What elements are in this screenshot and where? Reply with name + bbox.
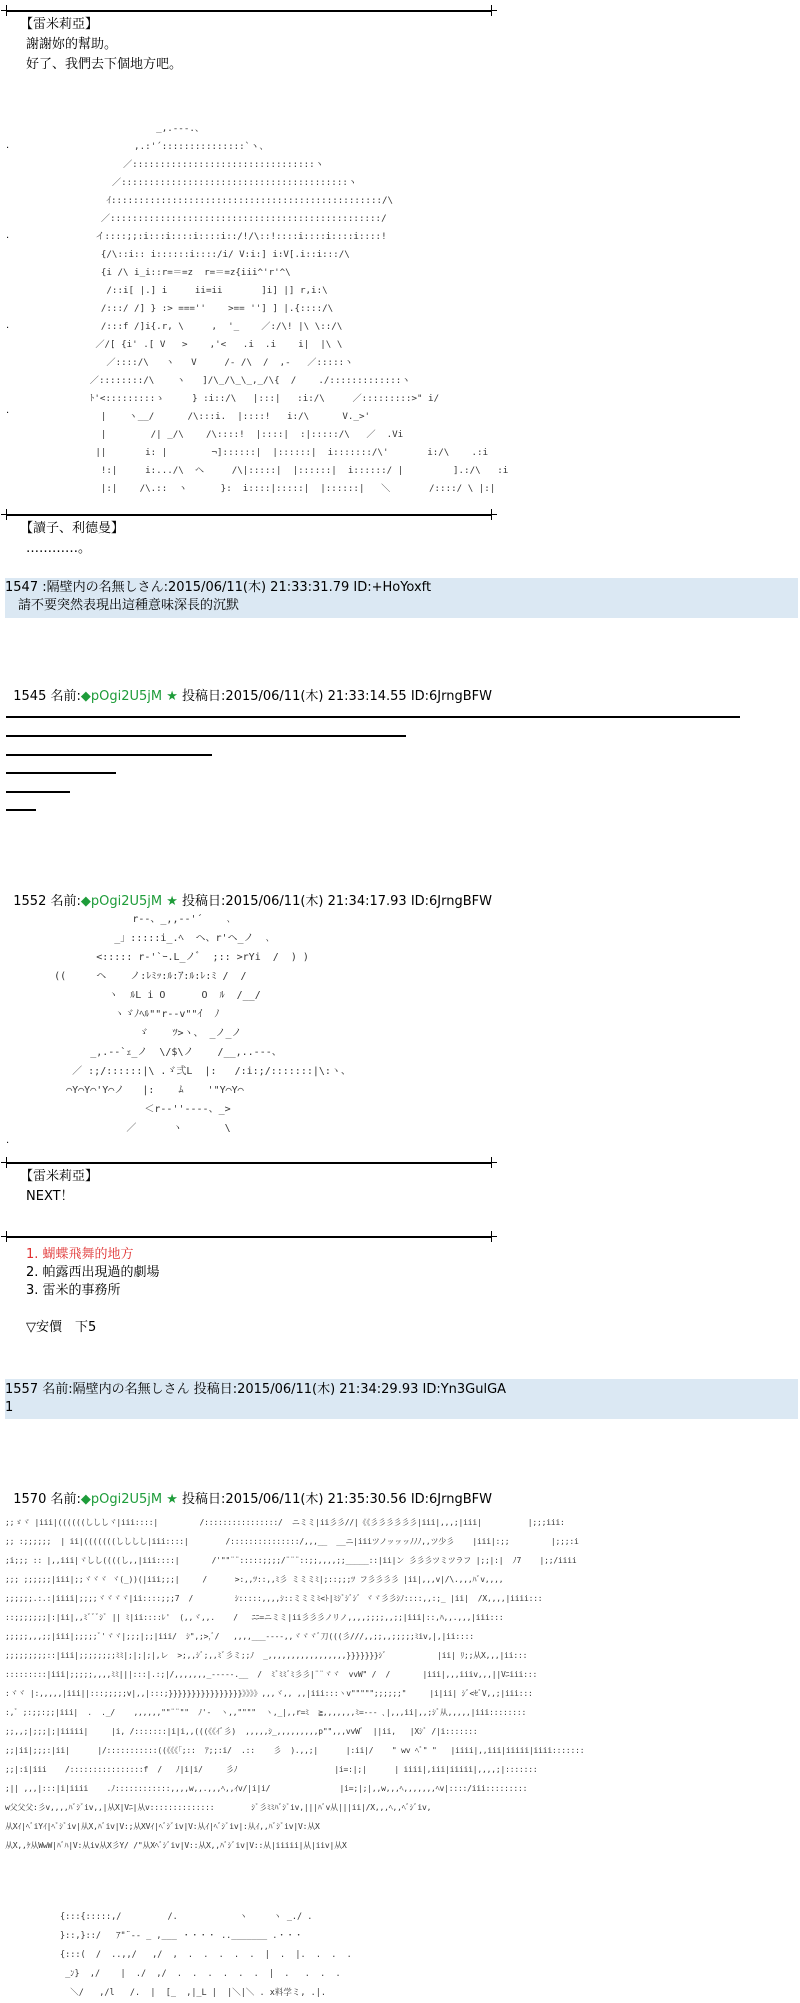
speech-frame-divider xyxy=(6,514,492,516)
dialogue-line: 好了、我們去下個地方吧。 xyxy=(26,57,183,72)
post-body: 1 xyxy=(5,1400,14,1415)
post-number: 1545 名前: xyxy=(13,689,81,704)
horizontal-bar xyxy=(6,735,406,737)
horizontal-bar xyxy=(6,809,36,811)
ascii-art-remilia-bat: r-‐、_,,-‐'´ ､ _」:::::i_.ﾍ ヘ、r'ヘ_ノ ､ <::::: r-'`ｰ.L_ノﾞ ;:: >rYi / ) ) (( ヘ ノ:ﾚﾐｯ:ﾙ:ｱ:ﾙ:ﾚ:ﾐ / / ヽ ﾙL i O O ﾙ /__/ ヽゞﾉﾍﾙ""r‐‐v""ｲ ﾉ ゞ ﾂ>ヽ、 _ノ_ノ _,.-‐`ｪ_ノ \/$\ノ /__,..-‐-、 ／ :;/::::::|\ .ゞ弍L |: /:i:;/:::::::|\:ヽ、 ⌒Y⌒Y⌒'Y⌒ノ |: ﾑ '"Y⌒Y⌒ ＜r-‐''‐-‐-、_> ／ ヽ \ xyxy=(54,914,351,1134)
speaker-label: 【雷米莉亞】 xyxy=(20,1169,99,1184)
frame-corner-marker xyxy=(1,5,12,16)
speech-frame-top xyxy=(6,1162,492,1164)
frame-corner-marker xyxy=(1,1231,12,1242)
frame-corner-marker xyxy=(486,1231,497,1242)
post-number: 1552 名前: xyxy=(13,894,81,909)
margin-dot: . xyxy=(6,405,10,416)
frame-corner-marker xyxy=(486,5,497,16)
dialogue-line: 謝謝妳的幫助。 xyxy=(26,37,118,52)
post-header xyxy=(5,878,492,910)
choice-option-1: 1. 蝴蝶飛舞的地方 xyxy=(26,1247,134,1262)
frame-corner-marker xyxy=(1,1157,12,1168)
frame-corner-marker xyxy=(486,509,497,520)
post-header: 1547 :隔壁内の名無しさん:2015/06/11(木) 21:33:31.79 ID:+HoYoxft xyxy=(5,580,432,595)
frame-corner-marker xyxy=(486,1157,497,1168)
post-number: 1570 名前: xyxy=(13,1492,81,1507)
choice-option-2: 2. 帕露西出現過的劇場 xyxy=(26,1265,160,1280)
post-header xyxy=(5,673,492,705)
tripcode: ◆pOgi2U5jM ★ xyxy=(80,689,178,704)
post-meta: 投稿日:2015/06/11(木) 21:34:17.93 ID:6JrngBFW xyxy=(177,894,493,909)
ascii-art-remilia: _,.-‐-.、 ,.:'´:::::::::::::::`ヽ、 ／:::::::::::::::::::::::::::::::::ヽ ／:::::::::::::::::::::::::::::::::::::::::ヽ ｲ:::::::::::::::::::::::::::::::::::::::::::::::::/\ ／:::::::::::::::::::::::::::::::::::::::::::::::::/ イ::::;;:i:::i::::i::::i::/!/\::!::::i::::i::::i::::! {/\::i:: i::::::i::::/i/ V:i:] i:V[.i::i:::/\ {i /\ i_i::r=＝=z r=＝=z{iii^'r'^\ /::i[ |.] i ii=ii ]i] |] r,i:\ /:::/ /] } :> ==='' >== ''] ] |.{::::/\ /:::f /]i{.r, \ , '_ ／:/\! |\ \::/\ ／/[ {i' .[ V > ,'< .i .i i| |\ \ ／::::/\ ヽ V /‐ /\ / ,- ／:::::ヽ ／::::::::/\ ヽ ]/\_/\_\_,_/\{ / ./:::::::::::::ヽ ﾄ'<:::::::::ゝ } :i::/\ |:::| :i:/\ ／:::::::::>" i/ | ヽ__/ /\:::i. |::::! i:/\ V._>' | /| _/\ /\::::! |::::| :|:::::/\ ／ .Vi || i: | ¬]::::::| |::::::| i:::::::/\' i:/\ .:i !:| i:.../\ ヘ /\|:::::| |::::::| i::::::/ | ].:/\ :i |:| /\.:: ヽ }: i::::|:::::| |::::::| ＼ /::::/ \ |:| xyxy=(89,123,509,494)
dialogue-line: …………。 xyxy=(26,541,92,556)
post-body: 請不要突然表現出這種意味深長的沉默 xyxy=(18,598,240,613)
margin-dot: . xyxy=(6,1135,10,1146)
speech-frame-divider xyxy=(6,1236,492,1238)
margin-dot: . xyxy=(6,230,10,241)
speech-frame-top xyxy=(6,10,492,12)
horizontal-bar xyxy=(6,754,212,756)
horizontal-bar xyxy=(6,791,70,793)
margin-dot: . xyxy=(6,320,10,331)
tripcode: ◆pOgi2U5jM ★ xyxy=(80,1492,178,1507)
margin-dot: . xyxy=(6,140,10,151)
tripcode: ◆pOgi2U5jM ★ xyxy=(80,894,178,909)
post-meta: 投稿日:2015/06/11(木) 21:33:14.55 ID:6JrngBFW xyxy=(177,689,493,704)
frame-corner-marker xyxy=(1,509,12,520)
speaker-label: 【雷米莉亞】 xyxy=(20,17,99,32)
horizontal-bar xyxy=(6,772,116,774)
post-header: 1557 名前:隔壁内の名無しさん 投稿日:2015/06/11(木) 21:34:29.93 ID:Yn3GulGA xyxy=(5,1382,507,1397)
anchor-vote-note: ▽安價 下5 xyxy=(26,1320,97,1335)
ascii-art-monster: ;;ゞヾ |iii|((((((しししヾ|iii::::| /::::::::::::::::/ ニミミ|ii彡彡//|《《彡彡彡彡彡彡|iii|,,,;|iii| |;;;iii: ;; :;;;;;; | ii|(((((((しししし|iii::::| /:::::::::::::::/,,,__ __ニ|iiiツノッッッﾉﾉﾉ,,ツ少彡 |iii|:;; |;;;:i ;i;;; :: |,,iii|ヾしし((((し,,|iii::::| /'""¨¨:::::;;;;/¨¨¨::;;,,,,;;_____::|ii|ン 彡彡彡ツミツラフ |;;|:| ﾉ7 |;;/iiii ;;; ;;;;;;|iii|;;ヾヾヾ ヾ(_))(|iii;;;| / >:,,ﾂ::,,ﾐ彡 ミミミﾐ|;::;;;ﾂ フ彡彡彡彡 |ii|,,,v|/\.,,,ﾊﾞv,,,, ;;;;;;.:.:|iiii|;;;;ヾヾヾヾ|ii::::;;;7 / ｼ:::::,,,,ｼ::ミミミﾐ<ﾄ|ﾐｼﾞｼﾞｼﾞ ヾヾ彡彡ｼﾉ::::,,:;_ |ii| /X,,,,|iiii::: ::;;;;;;;|:|ii|,,ﾐﾞﾞﾞｼﾞ || ﾐ|ii::::ﾚ' (,,ヾ,,. / ﾆﾆ=ニミミ|ii彡彡彡ノリノ,,,,;;;;,,;;|iii|::,ﾊ,,.,,,|iii::: ;;;;;,,,;;|iii|;;;;;ﾞ'ヾヾ|;;;|;;|iii/ ｼ",;>,ﾞ/ ,,,,___‐‐‐‐,,ヾヾヾﾞ刀(((彡///,,;;,,;;;;;ﾐiv,|,|ii:::: ;;;;;;;;;::|iii|;;;;;;;;ﾐﾐ|;|;|;|,レ >;,,ｼﾞ;,,ﾐﾞ彡ミ;;ﾉ _,,,,,,,,,,,,,,,,,}}}}}}}ｼﾞ |ii| ﾘ;;从X,,,|ii::: :::::::::|iii|;;;;;,,,,ﾐﾐ|||:::|.:;|/,,,,,,,_‐‐‐‐‐.__ / ﾐﾞﾐﾐﾞﾐ彡彡|¨¨ヾヾ vvW" / / |iii|,,,iiiv,,,||Vﾆiii::: :ヾヾ |:,,,,,|iii||:::;;;;;v|,,|:::;}}}}}}}}}}}}}}}}》》》》,,,ヾ,, ,,|iii:::ヽv""""";;;;;;" |i|ii| ｼﾞ<ｾﾞV,,;|iii::: :,ﾞ ;:;;:;;|iii| . ._/ ,,,,,,""¨¨"" ﾉ'‐ ヽ,,"""" ヽ,_|,,r=ﾐ ≧,,,,,,,ﾐ=‐‐‐ ､|,,,ii|,,;ｼﾞ从,,,,,|iii:::::::: ;;,,;|;;;|;|iiiii| |i, /:::::::|i|i,,(((《《ｲﾞ彡) ,,,,,ｼ_,,,,,,,,,p"",,,vvWﾞ ||ii, |Xｼﾞ /|i::::::: ;;|ii|;;;:|ii| |/:::::::::::((《《《｢;:: ｱ;;:i/ .:: 彡 ).,,;| |:ii|/ " wv ﾍﾞ" " |iiii|,,iii|iiiii|iiii::::::: ;;|:i|iii /::::::::::::::::f / ﾉ|i|i/ 彡ﾉ |i=:|;| | iiii|,iii|iiiii|,,,,;|::::::: ;|| ,,,|:::|i|iiii .ﾉ::::::::::::,,,,w,,.,,,ﾍ,,ｲv/|i|i/ |i=;|;|,,w,,,ﾍ,,,,,,,ﾍv|::::/iii::::::::: w父父父:彡v,,,,ﾊﾞｼﾞiv,,|从X|Vﾆ|从v:::::::::::::: ｼﾞ彡ﾐﾐﾊﾞｼﾞiv,|||ﾊﾞv从|||ii|/X,,,ﾍ,,ﾍﾞｼﾞiv, 从Xｲ|ﾍﾞiYｲ|ﾍﾞｼﾞiv|从X,ﾊﾞiv|V:;从XVｲ|ﾍﾞｼﾞiv|V:从ｲ|ﾍﾞｼﾞiv|:从ｲ,,ﾊﾞｼﾞiv|V:从X 从X,,ｹ从WwW|ﾊﾞﾊ|V:从iv从X彡Y/ /"从Xﾍﾞｼﾞiv|V::从X,,ﾊﾞｼﾞiv|V::从|iiiii|从|iiv|从X xyxy=(5,1518,585,1850)
choice-option-3: 3. 雷米的事務所 xyxy=(26,1283,121,1298)
dialogue-line: NEXT！ xyxy=(26,1189,74,1204)
post-meta: 投稿日:2015/06/11(木) 21:35:30.56 ID:6JrngBFW xyxy=(177,1492,493,1507)
post-header xyxy=(5,1476,492,1508)
speaker-label: 【讀子、利德曼】 xyxy=(20,521,125,536)
ascii-art-bottom: {:::{:::::,/ /. ヽ ヽ _./ . }::,}::/ ｱ"¨‐- _ ,___ ・・・・ .._______ .・・・ {:::( / ..,,/ ,/ , . . . . . | . |. . . . _ﾝ} ,/ | ./ ,/ . . . . . . | . . . . ＼/ ,/l /. | [_ ,|_L | |＼|＼ . x料学ミ, .|. xyxy=(60,1912,352,1998)
horizontal-bar xyxy=(6,716,740,718)
